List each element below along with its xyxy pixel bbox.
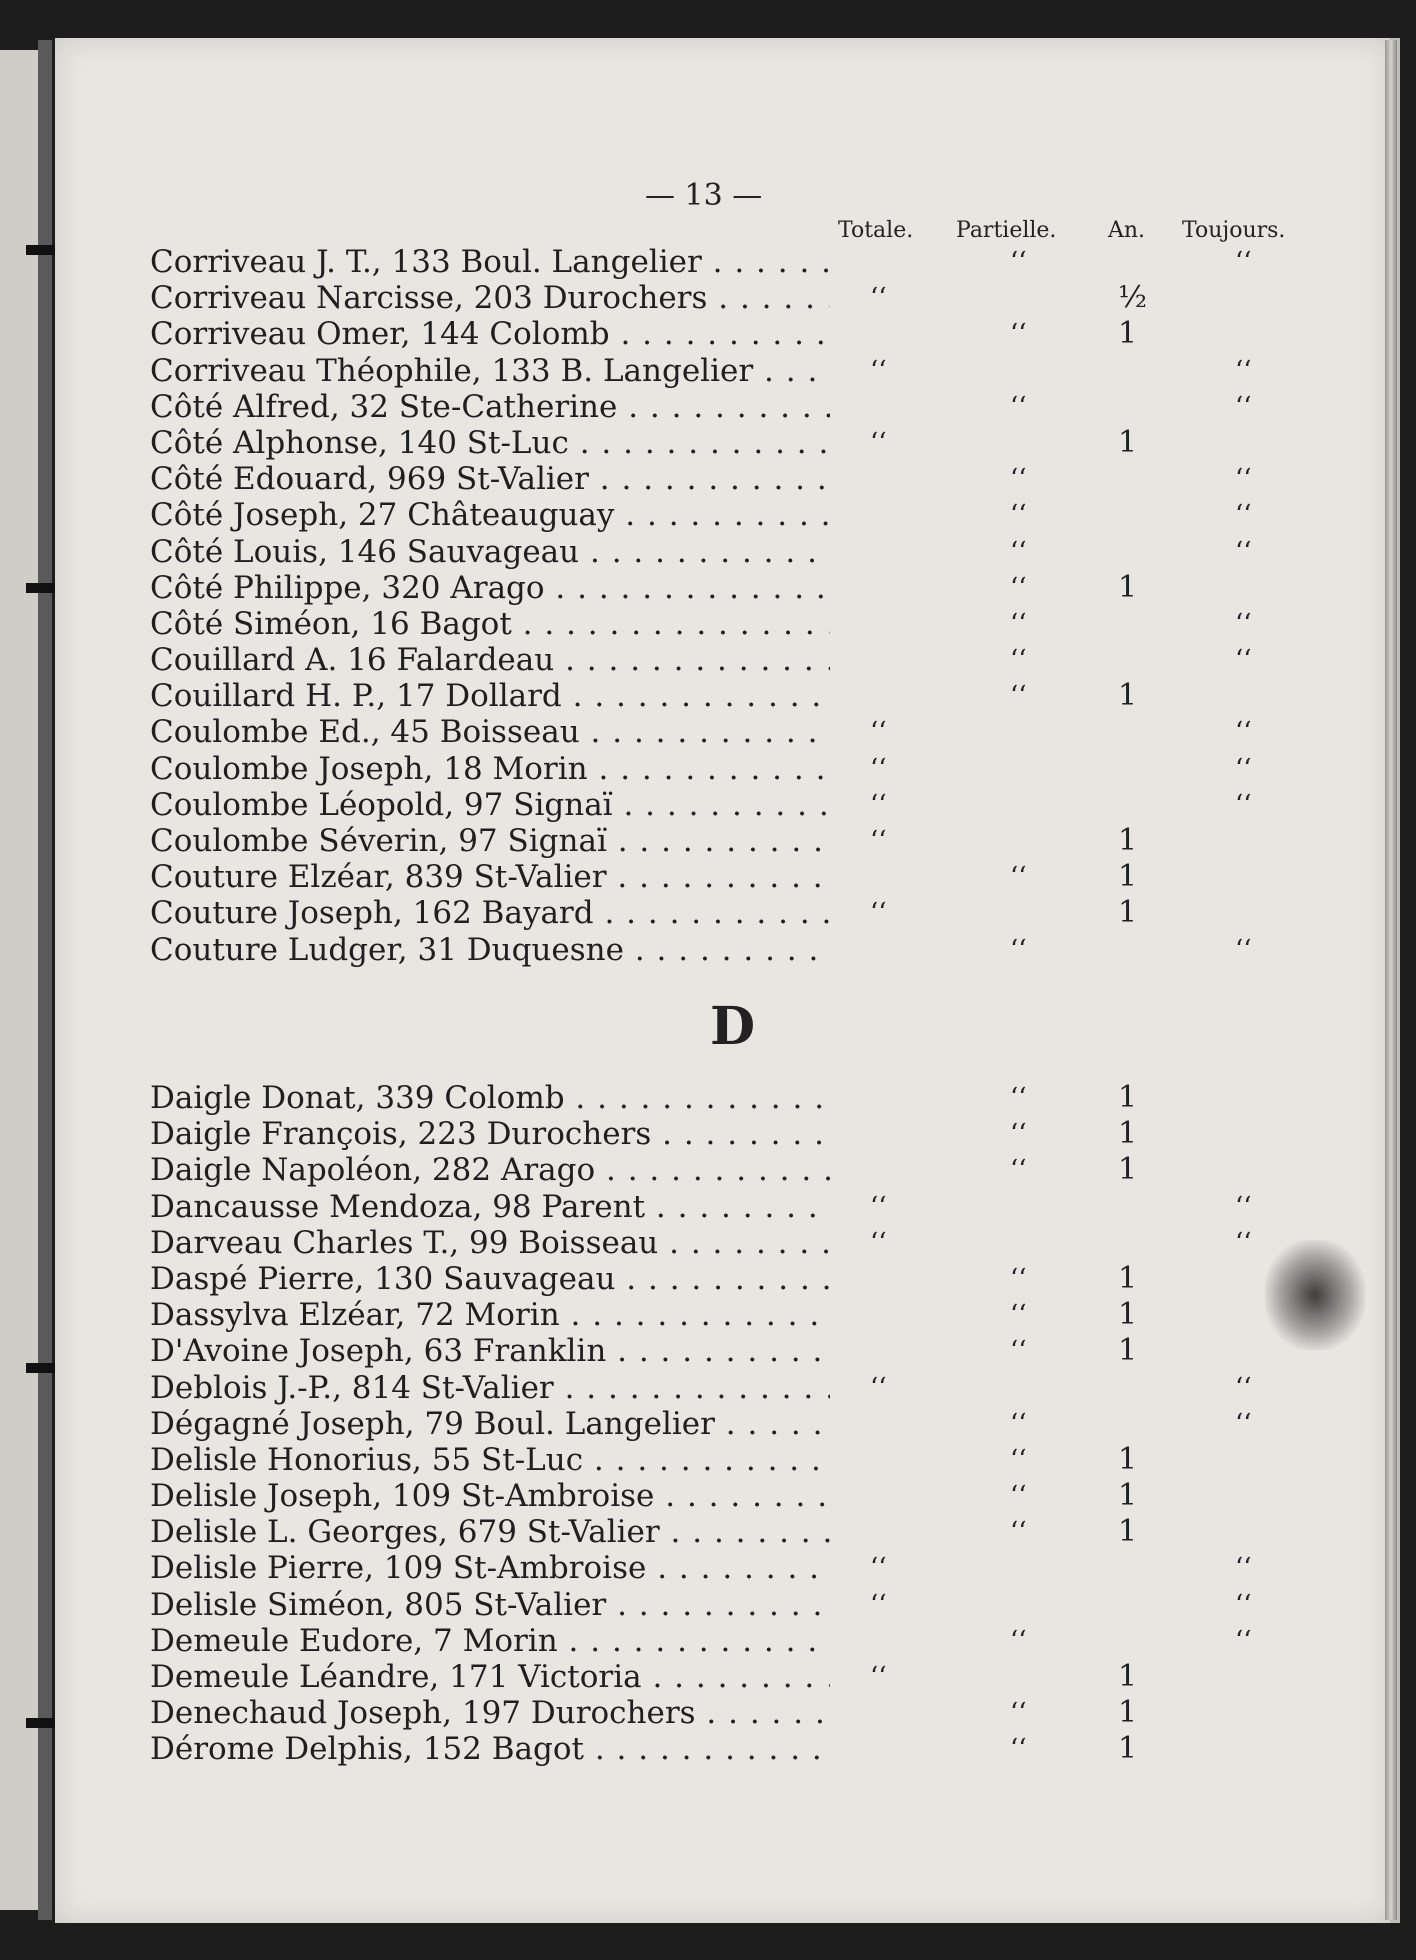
entry-toujours-mark: ‘‘: [1235, 464, 1252, 495]
section-letter: D: [710, 996, 756, 1057]
entry-partielle-mark: ‘‘: [1010, 572, 1027, 603]
entry-name-address: Dancausse Mendoza, 98 Parent . . .: [150, 1189, 830, 1225]
entry-name-address: Côté Louis, 146 Sauvageau . . .: [150, 534, 830, 570]
entry-toujours-mark: ‘‘: [1235, 1372, 1252, 1403]
entry-an-mark: 1: [1118, 1659, 1138, 1694]
entry-totale-mark: ‘‘: [870, 1227, 887, 1258]
directory-entry: [150, 1116, 1330, 1152]
entries-block-c: [150, 244, 1330, 968]
entry-toujours-mark: ‘‘: [1235, 608, 1252, 639]
entry-name-address: Corriveau J. T., 133 Boul. Langelier . . .: [150, 244, 830, 280]
entry-partielle-mark: ‘‘: [1010, 608, 1027, 639]
directory-entry: [150, 353, 1330, 389]
entry-name-address: Dérome Delphis, 152 Bagot . . .: [150, 1731, 830, 1767]
entry-name-address: Couture Ludger, 31 Duquesne . . .: [150, 932, 830, 968]
entry-partielle-mark: ‘‘: [1010, 645, 1027, 676]
entry-toujours-mark: ‘‘: [1235, 1191, 1252, 1222]
directory-entry: [150, 823, 1330, 859]
entry-toujours-mark: ‘‘: [1235, 934, 1252, 965]
entry-name-address: Côté Philippe, 320 Arago . . .: [150, 570, 830, 606]
directory-entry: [150, 642, 1330, 678]
entry-partielle-mark: ‘‘: [1010, 1263, 1027, 1294]
directory-entry: [150, 1550, 1330, 1586]
directory-entry: [150, 859, 1330, 895]
entry-name-address: Couillard H. P., 17 Dollard . . .: [150, 678, 830, 714]
directory-entry: [150, 678, 1330, 714]
entry-totale-mark: ‘‘: [870, 355, 887, 386]
directory-entry: [150, 570, 1330, 606]
directory-entry: [150, 1297, 1330, 1333]
entry-toujours-mark: ‘‘: [1235, 753, 1252, 784]
entry-partielle-mark: ‘‘: [1010, 1300, 1027, 1331]
entry-an-mark: 1: [1118, 1152, 1138, 1188]
page-stack-edge: [1385, 40, 1397, 1920]
entry-an-mark: 1: [1118, 859, 1138, 895]
entry-name-address: Corriveau Théophile, 133 B. Langelier . . .: [150, 353, 830, 389]
entry-partielle-mark: ‘‘: [1010, 464, 1027, 495]
entry-totale-mark: ‘‘: [870, 1372, 887, 1403]
column-header-totale: Totale.: [838, 218, 914, 243]
entry-an-mark: 1: [1118, 678, 1138, 714]
directory-entry: [150, 1695, 1330, 1731]
directory-entry: [150, 1478, 1330, 1514]
entry-toujours-mark: ‘‘: [1235, 247, 1252, 277]
entry-name-address: Denechaud Joseph, 197 Durochers . . .: [150, 1695, 830, 1731]
directory-entry: [150, 280, 1330, 316]
column-header-toujours: Toujours.: [1182, 218, 1286, 243]
entry-partielle-mark: ‘‘: [1010, 862, 1027, 893]
directory-entry: [150, 714, 1330, 750]
column-header-an: An.: [1108, 218, 1146, 243]
entry-partielle-mark: ‘‘: [1010, 1119, 1027, 1150]
entry-name-address: Corriveau Omer, 144 Colomb . . .: [150, 316, 830, 352]
directory-entry: [150, 895, 1330, 931]
entry-totale-mark: ‘‘: [870, 1589, 887, 1620]
entry-totale-mark: ‘‘: [870, 789, 887, 820]
entry-partielle-mark: ‘‘: [1010, 1083, 1027, 1113]
entry-an-mark: 1: [1118, 1731, 1138, 1767]
entry-name-address: Deblois J.-P., 814 St-Valier . . .: [150, 1370, 830, 1406]
column-header-partielle: Partielle.: [956, 218, 1057, 243]
directory-entry: [150, 787, 1330, 823]
entry-name-address: Coulombe Joseph, 18 Morin . . .: [150, 751, 830, 787]
entry-toujours-mark: ‘‘: [1235, 1589, 1252, 1620]
entry-name-address: Coulombe Séverin, 97 Signaï . . .: [150, 823, 830, 859]
directory-entry: [150, 1370, 1330, 1406]
entry-name-address: Côté Joseph, 27 Châteauguay . . .: [150, 497, 830, 533]
entry-toujours-mark: ‘‘: [1235, 1553, 1252, 1584]
directory-entry: [150, 1406, 1330, 1442]
entry-an-mark: 1: [1118, 1514, 1138, 1550]
entry-toujours-mark: ‘‘: [1235, 391, 1252, 422]
entry-totale-mark: ‘‘: [870, 1662, 887, 1692]
directory-entry: [150, 316, 1330, 352]
entry-an-mark: 1: [1118, 1333, 1138, 1369]
directory-entry: [150, 1152, 1330, 1188]
entry-partielle-mark: ‘‘: [1010, 1155, 1027, 1186]
entry-name-address: Côté Edouard, 969 St-Valier . . .: [150, 461, 830, 497]
directory-entry: [150, 1514, 1330, 1550]
directory-entry: [150, 1659, 1330, 1695]
binding-spine: [38, 40, 52, 1920]
entry-name-address: Demeule Eudore, 7 Morin . . .: [150, 1623, 830, 1659]
entry-partielle-mark: ‘‘: [1010, 247, 1027, 277]
entry-toujours-mark: ‘‘: [1235, 1625, 1252, 1656]
entry-toujours-mark: ‘‘: [1235, 1227, 1252, 1258]
entry-name-address: Couillard A. 16 Falardeau . . .: [150, 642, 830, 678]
entry-totale-mark: ‘‘: [870, 427, 887, 458]
entry-totale-mark: ‘‘: [870, 1191, 887, 1222]
entry-name-address: Demeule Léandre, 171 Victoria . . .: [150, 1659, 830, 1695]
entry-name-address: Côté Alphonse, 140 St-Luc . . .: [150, 425, 830, 461]
directory-entry: [150, 751, 1330, 787]
entry-partielle-mark: ‘‘: [1010, 681, 1027, 712]
entry-name-address: Delisle L. Georges, 679 St-Valier . . .: [150, 1514, 830, 1550]
directory-entry: [150, 1587, 1330, 1623]
entry-totale-mark: ‘‘: [870, 717, 887, 748]
entry-name-address: Dassylva Elzéar, 72 Morin . . .: [150, 1297, 830, 1333]
entry-partielle-mark: ‘‘: [1010, 1698, 1027, 1729]
entry-partielle-mark: ‘‘: [1010, 1408, 1027, 1439]
entry-partielle-mark: ‘‘: [1010, 1734, 1027, 1765]
entry-name-address: Delisle Pierre, 109 St-Ambroise . . .: [150, 1550, 830, 1586]
entry-name-address: Daspé Pierre, 130 Sauvageau . . .: [150, 1261, 830, 1297]
directory-entry: [150, 1442, 1330, 1478]
entry-an-mark: 1: [1118, 1297, 1138, 1333]
entry-partielle-mark: ‘‘: [1010, 934, 1027, 965]
entry-an-mark: 1: [1118, 823, 1138, 858]
entry-totale-mark: ‘‘: [870, 898, 887, 929]
directory-entry: [150, 1261, 1330, 1297]
entry-name-address: Delisle Honorius, 55 St-Luc . . .: [150, 1442, 830, 1478]
entry-partielle-mark: ‘‘: [1010, 500, 1027, 531]
entry-totale-mark: ‘‘: [870, 283, 887, 314]
entry-toujours-mark: ‘‘: [1235, 536, 1252, 567]
entry-partielle-mark: ‘‘: [1010, 1481, 1027, 1512]
entry-name-address: Dégagné Joseph, 79 Boul. Langelier . . .: [150, 1406, 830, 1442]
page-number: — 13 —: [645, 178, 763, 213]
entry-toujours-mark: ‘‘: [1235, 355, 1252, 386]
entry-name-address: Daigle Napoléon, 282 Arago . . .: [150, 1152, 830, 1188]
entry-an-mark: 1: [1118, 1080, 1138, 1115]
entry-toujours-mark: ‘‘: [1235, 500, 1252, 531]
directory-entry: [150, 1623, 1330, 1659]
entry-an-mark: 1: [1118, 1116, 1138, 1152]
entry-an-mark: 1: [1118, 1441, 1138, 1477]
directory-entry: [150, 1333, 1330, 1369]
directory-entry: [150, 606, 1330, 642]
entry-partielle-mark: ‘‘: [1010, 391, 1027, 422]
directory-entry: [150, 1731, 1330, 1767]
entry-name-address: Delisle Joseph, 109 St-Ambroise . . .: [150, 1478, 830, 1514]
entries-block-d: [150, 1080, 1330, 1768]
entry-an-mark: 1: [1118, 1695, 1138, 1731]
entry-partielle-mark: ‘‘: [1010, 536, 1027, 567]
entry-an-mark: 1: [1118, 569, 1138, 605]
entry-partielle-mark: ‘‘: [1010, 1517, 1027, 1548]
directory-entry: [150, 389, 1330, 425]
entry-an-mark: 1: [1118, 424, 1138, 460]
entry-totale-mark: ‘‘: [870, 753, 887, 784]
entry-an-mark: 1: [1118, 1478, 1138, 1514]
entry-name-address: Delisle Siméon, 805 St-Valier . . .: [150, 1587, 830, 1623]
directory-entry: [150, 1189, 1330, 1225]
entry-name-address: Daigle François, 223 Durochers . . .: [150, 1116, 830, 1152]
entry-name-address: Daigle Donat, 339 Colomb . . .: [150, 1080, 830, 1116]
entry-name-address: Coulombe Ed., 45 Boisseau . . .: [150, 714, 830, 750]
directory-entry: [150, 244, 1330, 280]
entry-partielle-mark: ‘‘: [1010, 1625, 1027, 1656]
directory-entry: [150, 425, 1330, 461]
directory-entry: [150, 497, 1330, 533]
entry-toujours-mark: ‘‘: [1235, 645, 1252, 676]
entry-name-address: Couture Joseph, 162 Bayard . . .: [150, 895, 830, 931]
directory-entry: [150, 461, 1330, 497]
entry-name-address: Coulombe Léopold, 97 Signaï . . .: [150, 787, 830, 823]
entry-name-address: Côté Alfred, 32 Ste-Catherine . . .: [150, 389, 830, 425]
directory-entry: [150, 534, 1330, 570]
entry-totale-mark: ‘‘: [870, 1553, 887, 1584]
entry-toujours-mark: ‘‘: [1235, 717, 1252, 748]
entry-name-address: Couture Elzéar, 839 St-Valier . . .: [150, 859, 830, 895]
entry-partielle-mark: ‘‘: [1010, 319, 1027, 350]
directory-entry: [150, 932, 1330, 968]
entry-an-mark: 1: [1118, 1260, 1138, 1296]
entry-an-mark: 1: [1118, 316, 1138, 352]
entry-partielle-mark: ‘‘: [1010, 1444, 1027, 1475]
entry-partielle-mark: ‘‘: [1010, 1336, 1027, 1367]
entry-name-address: Côté Siméon, 16 Bagot . . .: [150, 606, 830, 642]
entry-an-mark: 1: [1118, 895, 1138, 931]
entry-toujours-mark: ‘‘: [1235, 1408, 1252, 1439]
entry-an-mark: ½: [1118, 280, 1148, 316]
directory-entry: [150, 1080, 1330, 1116]
entry-name-address: Corriveau Narcisse, 203 Durochers . . .: [150, 280, 830, 316]
entry-toujours-mark: ‘‘: [1235, 789, 1252, 820]
entry-name-address: Darveau Charles T., 99 Boisseau . . .: [150, 1225, 830, 1261]
entry-name-address: D'Avoine Joseph, 63 Franklin . . .: [150, 1333, 830, 1369]
previous-page-edge: [0, 50, 40, 1910]
ink-smudge: [1265, 1240, 1365, 1350]
entry-totale-mark: ‘‘: [870, 826, 887, 856]
directory-entry: [150, 1225, 1330, 1261]
